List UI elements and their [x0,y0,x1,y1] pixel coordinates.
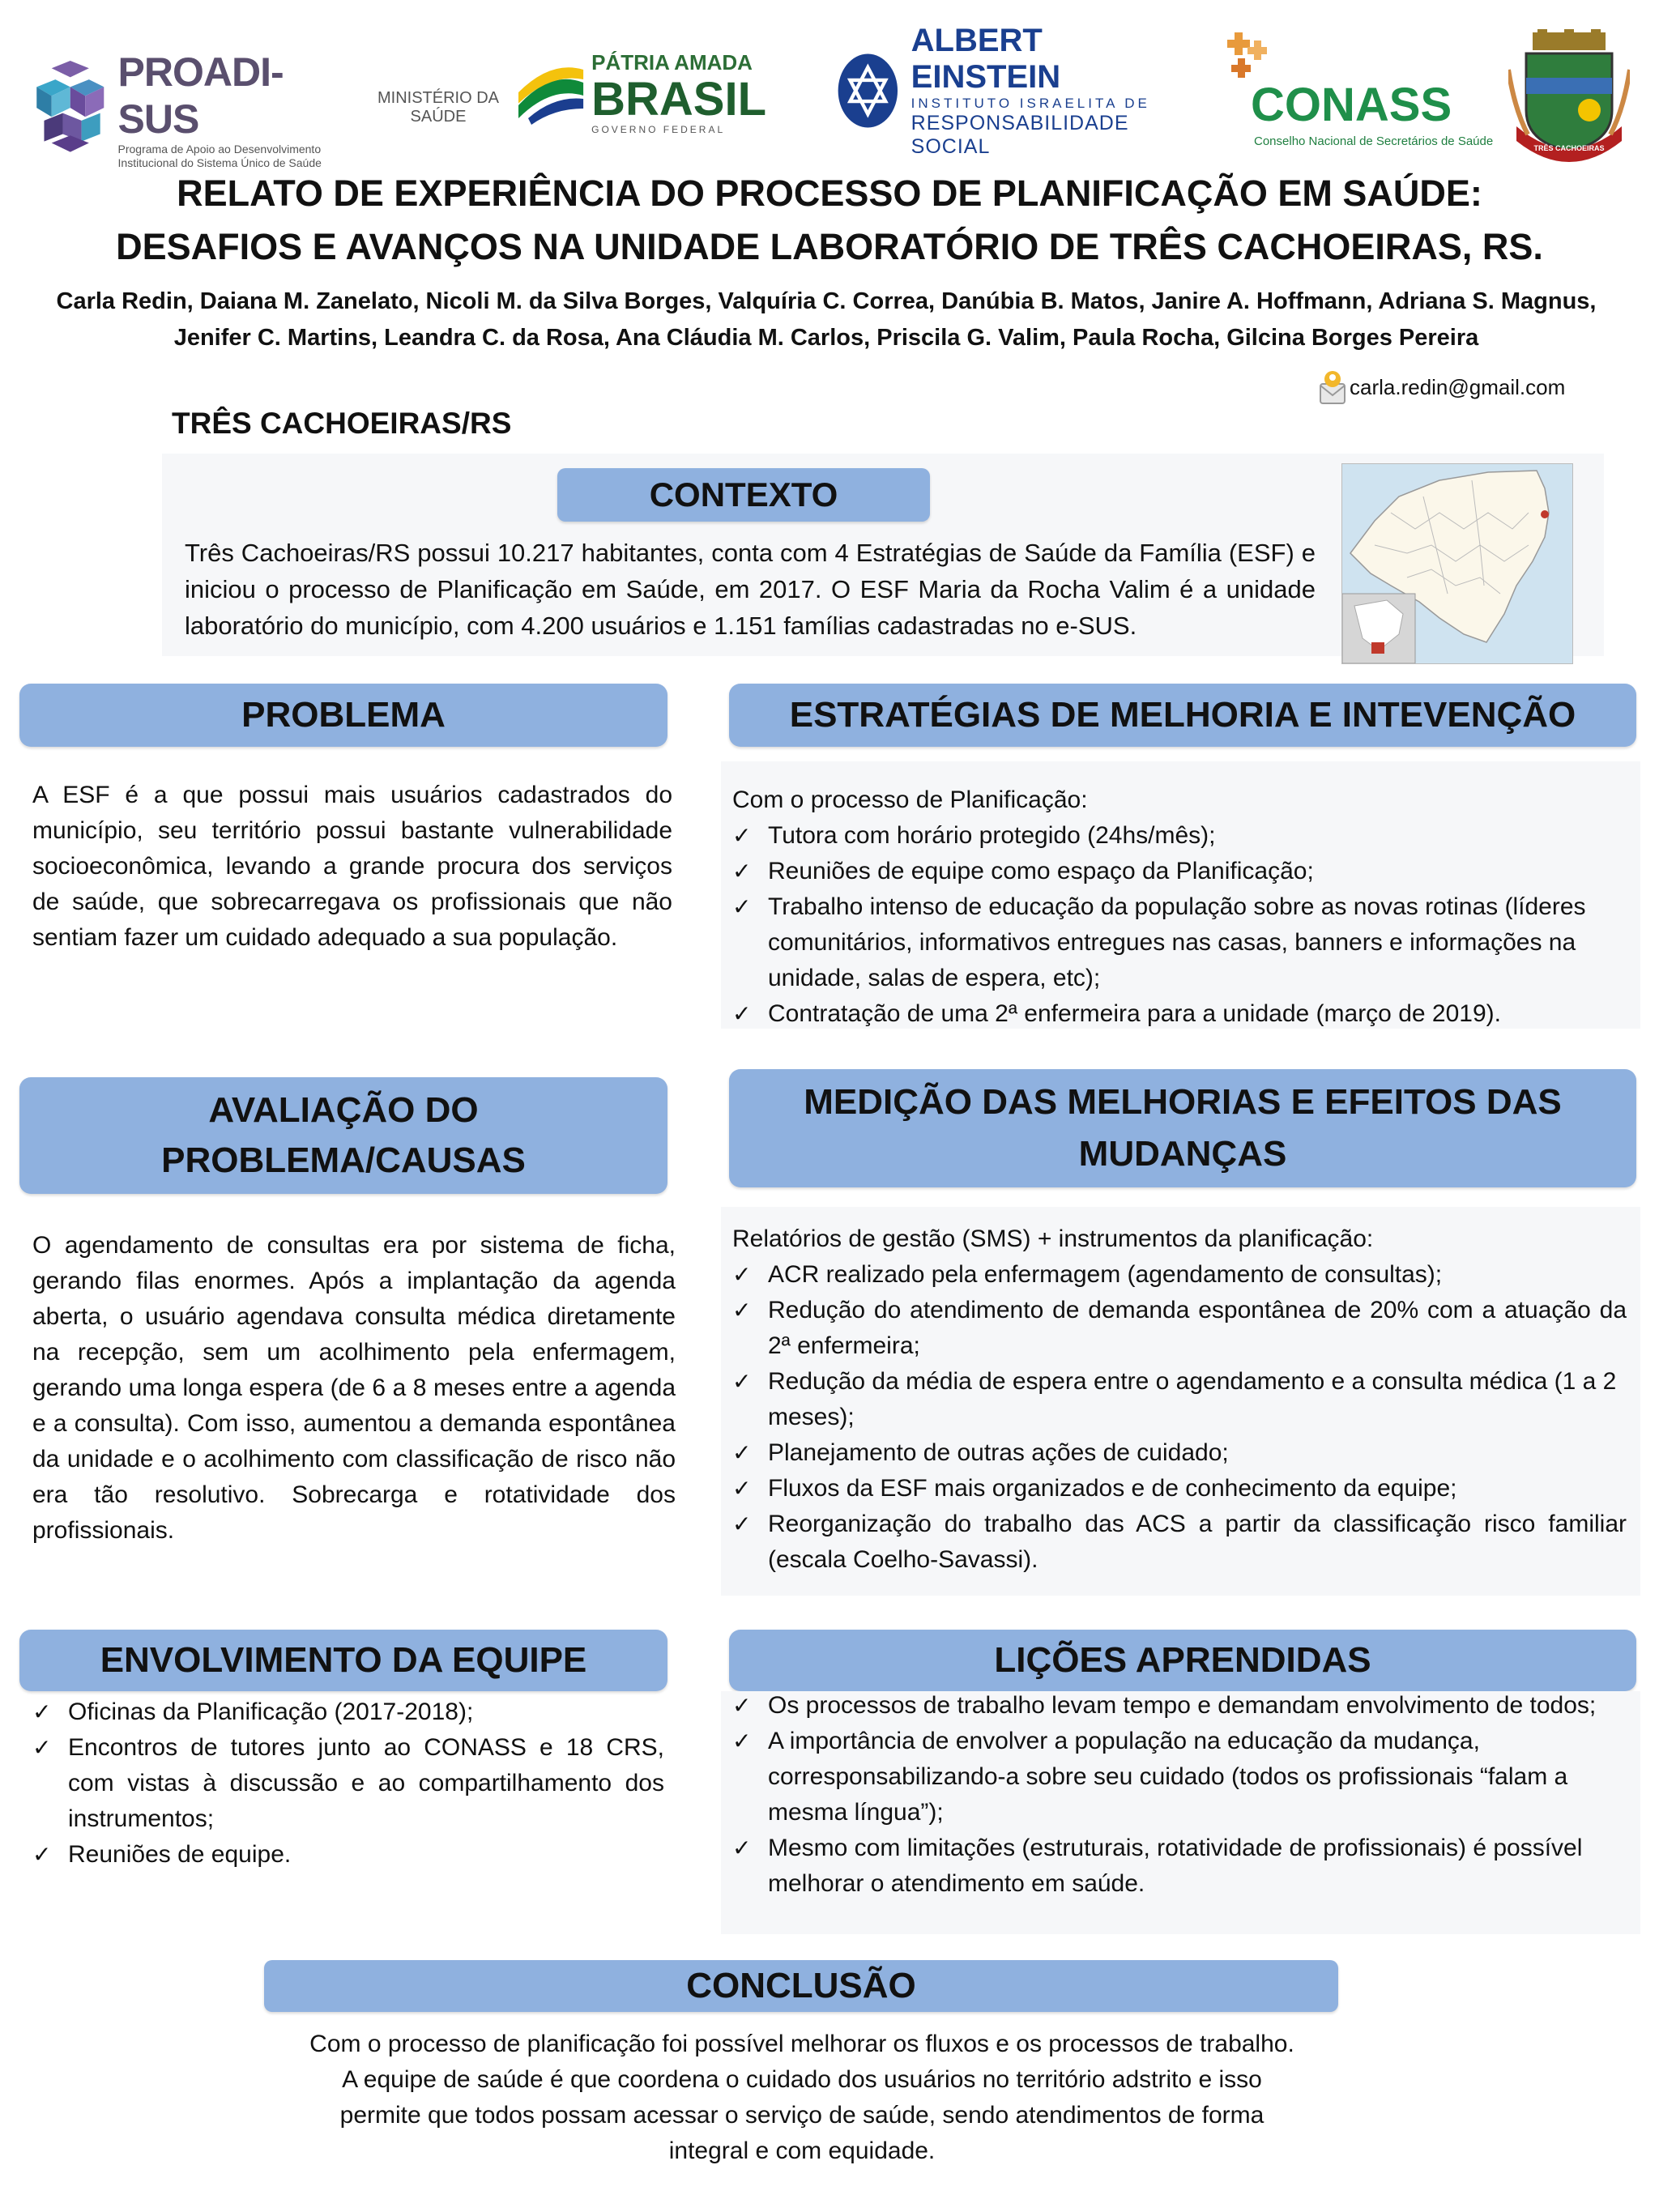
conass-logo [1222,32,1497,154]
estrategias-item-text: Reuniões de equipe como espaço da Planificação; [768,858,1314,884]
tres-cachoeiras-brasao [1508,29,1630,167]
check-icon: ✓ [732,1261,752,1288]
proadi-sus-logo [29,49,345,169]
brasil-line3: GOVERNO FEDERAL [591,123,726,135]
check-icon: ✓ [732,1835,752,1861]
medicao-item-text: Reorganização do trabalho das ACS a partir da classificação risco familiar (escala Coelho-Savassi). [768,1511,1627,1573]
medicao-item [732,1471,1627,1507]
check-icon: ✓ [32,1734,52,1761]
check-icon: ✓ [732,1475,752,1502]
contexto-text: Três Cachoeiras/RS possui 10.217 habitantes, conta com 4 Estratégias de Saúde da Família (ESF) e iniciou o processo de Planificação em Saúde, em 2017. O ESF Maria da Rocha Valim é a unidade laboratório do município, com 4.200 usuários e 1.151 famílias cadastradas no e-SUS. [185,539,1316,640]
estrategias-heading-text: ESTRATÉGIAS DE MELHORIA E INTEVENÇÃO [789,695,1576,735]
licoes-item-text: A importância de envolver a população na educação da mudança, corresponsabilizando-a sobre seu cuidado (todos os profissionais “falam a mesma língua”); [768,1728,1568,1826]
rs-map [1341,463,1573,664]
licoes-item [732,1688,1615,1724]
einstein-line3: RESPONSABILIDADE SOCIAL [911,112,1129,158]
medicao-item [732,1257,1627,1293]
ministerio-line2: SAÚDE [410,108,467,126]
check-icon: ✓ [732,1297,752,1323]
brasil-line2: BRASIL [591,72,766,126]
envolvimento-item-text: Encontros de tutores junto ao CONASS e 18 CRS, com vistas à discussão e ao compartilhamento dos instrumentos; [68,1734,664,1832]
contexto-heading [557,468,930,522]
email-contact [1319,369,1565,405]
avaliacao-heading [19,1077,667,1194]
poster-title [0,167,1659,274]
estrategias-item-text: Trabalho intenso de educação da população sobre as novas rotinas (líderes comunitários, informativos entregues nas casas, banners e informações na unidade, salas de espera, etc); [768,893,1586,991]
ministerio-logo [377,89,499,126]
check-icon: ✓ [32,1841,52,1868]
medicao-heading [729,1069,1636,1187]
conass-plus-icon [1225,32,1273,81]
envolvimento-item [32,1694,664,1730]
licoes-content [732,1688,1615,1902]
rio-grande-do-sul-map-icon [1342,464,1572,663]
medicao-item-text: Fluxos da ESF mais organizados e de conhecimento da equipe; [768,1475,1457,1502]
problema-text: A ESF é a que possui mais usuários cadastrados do município, seu território possui bastante vulnerabilidade socioeconômica, levando a grande procura dos serviços de saúde, que sobrecarregava os profissionais que não sentiam fazer um cuidado adequado a sua população. [32,782,672,951]
conass-subtitle: Conselho Nacional de Secretários de Saúde [1254,134,1494,148]
einstein-logo [836,23,1176,158]
check-icon: ✓ [732,1368,752,1395]
licoes-heading-text: LIÇÕES APRENDIDAS [994,1640,1371,1680]
check-icon: ✓ [732,1439,752,1466]
estrategias-item [732,818,1623,854]
brasil-line1: PÁTRIA AMADA [591,49,753,75]
envolvimento-item-text: Reuniões de equipe. [68,1841,292,1868]
einstein-emblem-icon [836,46,900,135]
medicao-intro: Relatórios de gestão (SMS) + instrumentos da planificação: [732,1225,1374,1252]
estrategias-content [732,782,1623,1032]
envolvimento-content [32,1694,664,1873]
check-icon: ✓ [732,822,752,849]
check-icon: ✓ [732,1000,752,1027]
envolvimento-heading-text: ENVOLVIMENTO DA EQUIPE [100,1640,587,1680]
check-icon: ✓ [732,1728,752,1754]
avaliacao-text: O agendamento de consultas era por sistema de ficha, gerando filas enormes. Após a implantação da agenda aberta, o usuário agendava consulta médica diretamente na recepção, sem um acolhimento pela enfermagem, gerando uma longa espera (de 6 a 8 meses entre a agenda e a consulta). Com isso, aumentou a demanda espontânea da unidade e o acolhimento com classificação de risco não era tão resolutivo. Sobrecarga e rotatividade dos profissionais. [32,1232,676,1544]
contexto-heading-text: CONTEXTO [649,475,838,514]
medicao-item-text: Redução do atendimento de demanda espontânea de 20% com a atuação da 2ª enfermeira; [768,1297,1627,1359]
title-line-2: DESAFIOS E AVANÇOS NA UNIDADE LABORATÓRIO DE TRÊS CACHOEIRAS, RS. [116,226,1543,267]
avaliacao-heading-line1: AVALIAÇÃO DO [208,1090,479,1130]
licoes-item-text: Os processos de trabalho levam tempo e demandam envolvimento de todos; [768,1692,1597,1719]
licoes-item-text: Mesmo com limitações (estruturais, rotatividade de profissionais) é possível melhorar o atendimento em saúde. [768,1835,1583,1897]
problema-heading-text: PROBLEMA [241,695,446,735]
proadi-subtitle: Programa de Apoio ao Desenvolvimento Institucional do Sistema Único de Saúde [117,143,322,169]
envolvimento-item [32,1837,664,1873]
conclusao-heading [264,1960,1338,2012]
medicao-item-text: Redução da média de espera entre o agendamento e a consulta médica (1 a 2 meses); [768,1368,1617,1430]
avaliacao-heading-line2: PROBLEMA/CAUSAS [161,1140,526,1180]
estrategias-item-text: Tutora com horário protegido (24hs/mês); [768,822,1216,849]
medicao-content [732,1221,1627,1578]
estrategias-intro: Com o processo de Planificação: [732,786,1088,813]
licoes-item [732,1831,1615,1902]
medicao-item-text: Planejamento de outras ações de cuidado; [768,1439,1229,1466]
brasao-label: TRÊS CACHOEIRAS [1533,144,1605,152]
email-icon [1319,369,1346,405]
brasil-logo [515,36,766,149]
ministerio-line1: MINISTÉRIO DA [377,89,500,107]
proadi-cube-icon [29,57,112,162]
envolvimento-item-text: Oficinas da Planificação (2017-2018); [68,1698,474,1725]
location-heading: TRÊS CACHOEIRAS/RS [172,407,512,440]
brasil-flag-icon [515,48,586,137]
estrategias-list [732,818,1623,1032]
medicao-item [732,1435,1627,1471]
licoes-item [732,1724,1615,1831]
medicao-item [732,1507,1627,1578]
author-list: Carla Redin, Daiana M. Zanelato, Nicoli M. da Silva Borges, Valquíria C. Correa, Danúbia B. Matos, Janire A. Hoffmann, Adriana S. Magnus, Jenifer C. Martins, Leandra C. da Rosa, Ana Cláudia M. Carlos, Priscila G. Valim, Paula Rocha, Gilcina Borges Pereira [56,288,1597,351]
licoes-heading [729,1630,1636,1691]
envolvimento-list [32,1694,664,1873]
estrategias-item [732,996,1623,1032]
einstein-line1: ALBERT EINSTEIN [911,23,1061,95]
conclusao-heading-text: CONCLUSÃO [686,1966,916,2005]
medicao-heading-line1: MEDIÇÃO DAS MELHORIAS E EFEITOS DAS [804,1082,1562,1122]
envolvimento-heading [19,1630,667,1691]
conclusao-text: Com o processo de planificação foi possível melhorar os fluxos e os processos de trabalho. A equipe de saúde é que coordena o cuidado dos usuários no território adstrito e isso permite que todos possam acessar o serviço de saúde, sendo atendimentos de forma integral e com equidade. [309,2031,1294,2164]
conass-name: CONASS [1251,79,1452,131]
proadi-name: PROADI-SUS [117,49,284,142]
check-icon: ✓ [732,893,752,920]
check-icon: ✓ [732,1692,752,1719]
medicao-item [732,1293,1627,1364]
medicao-heading-line2: MUDANÇAS [1078,1134,1287,1174]
einstein-line2: INSTITUTO ISRAELITA DE [911,96,1150,111]
licoes-list [732,1688,1615,1902]
medicao-item-text: ACR realizado pela enfermagem (agendamento de consultas); [768,1261,1443,1288]
estrategias-heading [729,684,1636,747]
estrategias-item [732,854,1623,889]
check-icon: ✓ [732,858,752,884]
medicao-list [732,1257,1627,1578]
problema-heading [19,684,667,747]
estrategias-item-text: Contratação de uma 2ª enfermeira para a unidade (março de 2019). [768,1000,1501,1027]
check-icon: ✓ [32,1698,52,1725]
medicao-item [732,1364,1627,1435]
envolvimento-item [32,1730,664,1837]
estrategias-item [732,889,1623,996]
check-icon: ✓ [732,1511,752,1537]
email-address[interactable]: carla.redin@gmail.com [1350,374,1566,399]
title-line-1: RELATO DE EXPERIÊNCIA DO PROCESSO DE PLANIFICAÇÃO EM SAÚDE: [177,173,1482,214]
